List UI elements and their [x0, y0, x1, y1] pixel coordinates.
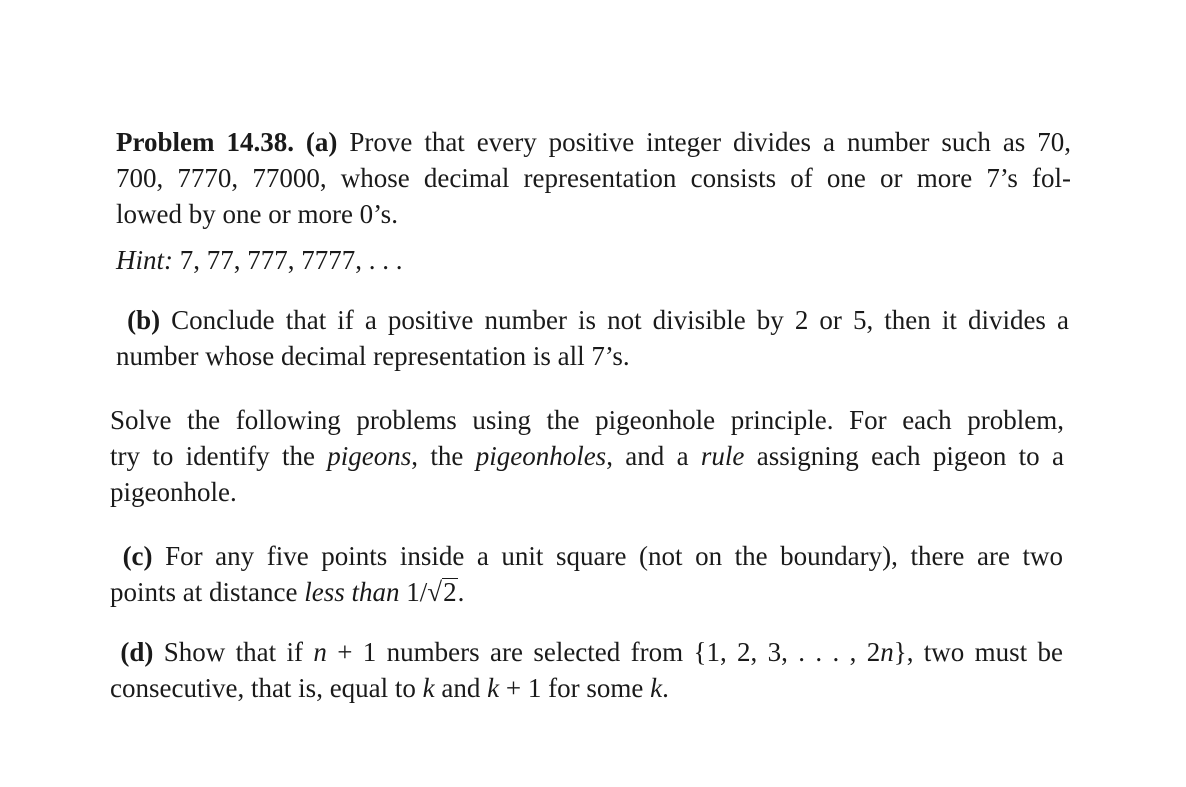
part-d-text-b: + 1 numbers are selected from {1, 2, 3, . . . , 2: [326, 637, 881, 667]
instructions: [110, 402, 1064, 510]
part-d-text-e: and: [434, 673, 488, 703]
hint-text: 7, 77, 777, 7777, . . .: [179, 245, 403, 275]
part-a-line-2: 700, 7770, 77000, whose decimal representation consists of one or more 7’s fol-: [116, 163, 1071, 193]
sqrt-argument: 2: [443, 577, 457, 607]
part-c-text-1: For any five points inside a unit square (not on the boundary), there are two: [165, 541, 1063, 571]
var-k: k: [487, 673, 500, 703]
part-c-line-1: [110, 538, 1063, 574]
instructions-text-d: assigning each pigeon to a: [744, 441, 1064, 471]
part-c-period: .: [457, 577, 465, 607]
var-n: n: [313, 637, 327, 667]
instructions-text-b: , the: [411, 441, 476, 471]
part-d-label: (d): [120, 637, 154, 667]
instructions-line-1: Solve the following problems using the pigeonhole principle. For each problem,: [110, 405, 1064, 435]
instructions-line-2: [110, 438, 1064, 474]
fraction-numerator: 1/: [406, 577, 428, 607]
var-k: k: [650, 673, 663, 703]
part-d-period: .: [662, 673, 669, 703]
pigeonholes-term: pigeonholes: [475, 441, 607, 471]
part-b-line-2: number whose decimal representation is all 7’s.: [116, 341, 630, 371]
rule-term: rule: [700, 441, 745, 471]
problem-part-d: [110, 634, 1063, 706]
part-d-line-2: [110, 670, 1063, 706]
part-d-line-1: [110, 634, 1063, 670]
instructions-text-a: try to identify the: [110, 441, 328, 471]
part-a-label: (a): [305, 127, 338, 157]
part-d-text-f: + 1 for some: [499, 673, 651, 703]
sqrt-expression: [427, 574, 457, 610]
problem-part-a: [116, 124, 1071, 232]
part-c-text-2: points at distance: [110, 577, 305, 607]
problem-part-b: [116, 302, 1069, 374]
part-b-text-1: Conclude that if a positive number is not divisible by 2 or 5, then it divides a: [171, 305, 1069, 335]
part-c-label: (c): [122, 541, 153, 571]
part-a-line-1: [116, 124, 1071, 160]
part-a-text-1: Prove that every positive integer divides a number such as 70,: [349, 127, 1072, 157]
less-than-term: less than: [304, 577, 400, 607]
var-k: k: [422, 673, 435, 703]
part-d-text-a: Show that if: [163, 637, 314, 667]
problem-part-c: [110, 538, 1063, 610]
part-b-label: (b): [127, 305, 161, 335]
var-n: n: [880, 637, 894, 667]
part-c-line-2: [110, 574, 1063, 610]
hint: [116, 242, 816, 278]
instructions-text-c: , and a: [606, 441, 701, 471]
instructions-line-3: pigeonhole.: [110, 477, 237, 507]
part-b-line-1: [116, 302, 1069, 338]
sqrt-symbol: √: [427, 577, 443, 607]
pigeons-term: pigeons: [327, 441, 412, 471]
part-a-line-3: lowed by one or more 0’s.: [116, 199, 398, 229]
hint-label: Hint:: [116, 245, 173, 275]
part-d-text-c: }, two must be: [893, 637, 1064, 667]
part-d-text-d: consecutive, that is, equal to: [110, 673, 423, 703]
problem-heading: Problem 14.38.: [116, 127, 294, 157]
